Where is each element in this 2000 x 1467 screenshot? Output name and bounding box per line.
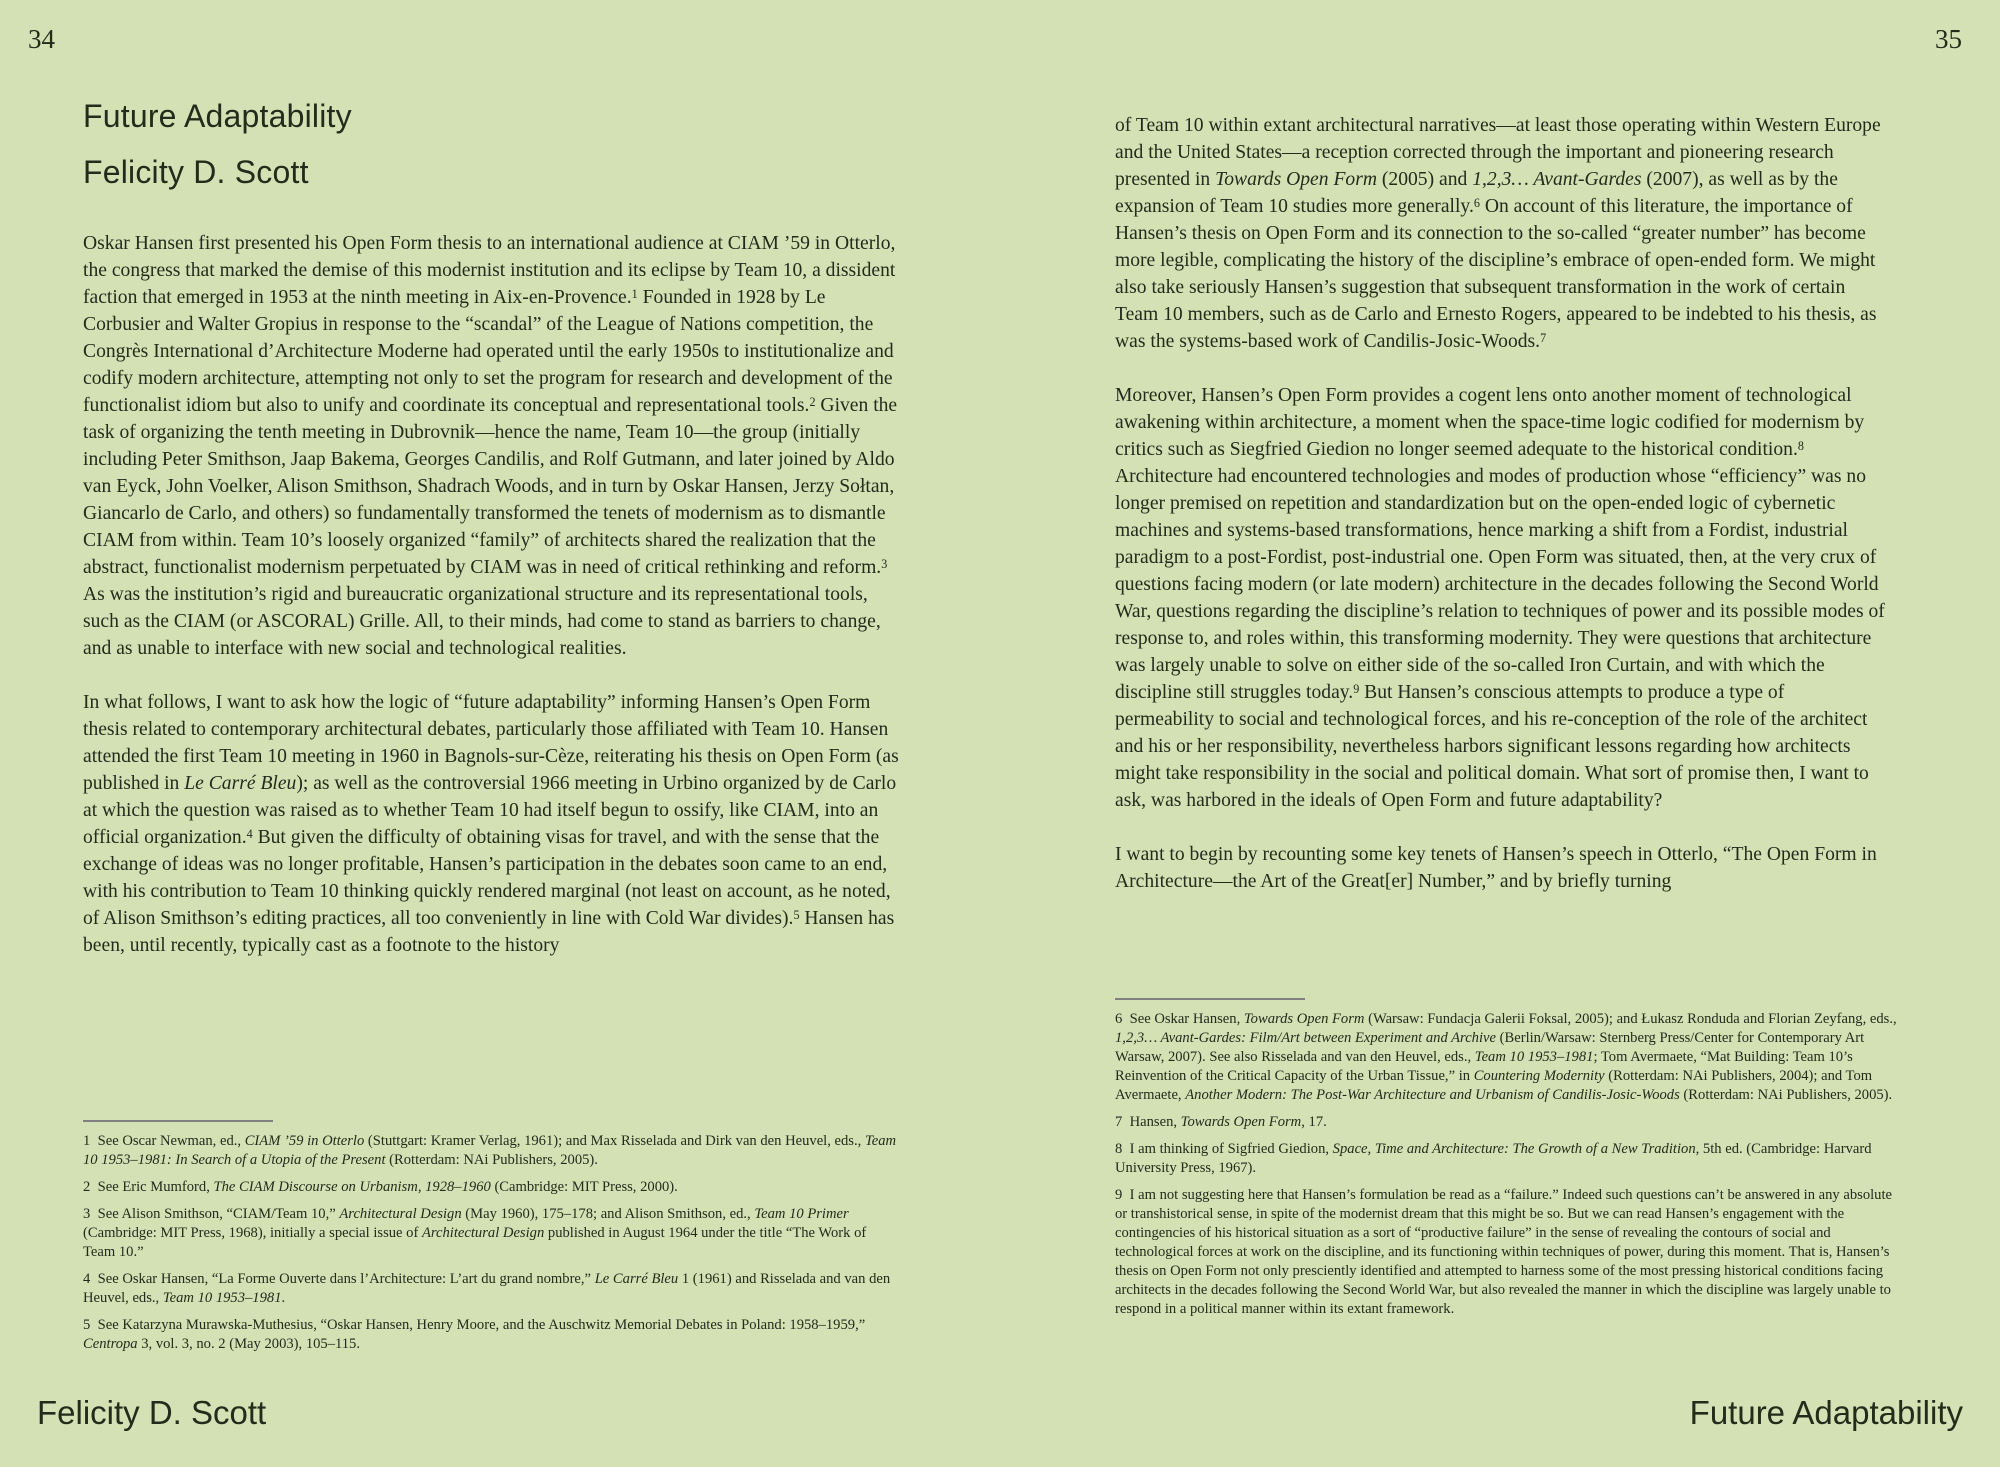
essay-title: Future Adaptability	[83, 98, 352, 134]
body-paragraph: Moreover, Hansen’s Open Form provides a cogent lens onto another moment of technological awakening within architecture, a moment when the space-time logic codified for modernism by critics such as Siegfried Giedion no longer seemed adequate to the historical condition.$^8$ Architecture had encountered technologies and modes of production whose “efficiency” was no longer premised on repetition and standardization but on the open-ended logic of cybernetic machines and systems-based transformations, hence marking a shift from a Fordist, industrial paradigm to a post-Fordist, post-industrial one. Open Form was situated, then, at the very crux of questions facing modern (or late modern) architecture in the decades following the Second World War, questions regarding the discipline’s relation to techniques of power and its possible modes of response to, and roles within, this transforming modernity. They were questions that architecture was largely unable to solve on either side of the so-called Iron Curtain, and with which the discipline still struggles today.$^9$ But Hansen’s conscious attempts to produce a type of permeability to social and technological forces, and his re-conception of the role of the architect and his or her responsibility, nevertheless harbors significant lessons regarding how architects might take responsibility in the social and political domain. What sort of promise then, I want to ask, was harbored in the ideals of Open Form and future adaptability?	[1115, 385, 1885, 811]
page-number-right: 35	[1935, 24, 1962, 54]
body-paragraph: I want to begin by recounting some key tenets of Hansen’s speech in Otterlo, “The Open Form in Architecture—the Art of the Great[er] Number,” and by briefly turning	[1115, 844, 1877, 892]
body-paragraph: of Team 10 within extant architectural narratives—at least those operating within Western Europe and the United States—a reception corrected through the important and pioneering research presented in Towards Open Form (2005) and 1,2,3… Avant-Gardes (2007), as well as by the expansion of Team 10 studies more generally.$^6$ On account of this literature, the importance of Hansen’s thesis on Open Form and its connection to the so-called “greater number” has become more legible, complicating the history of the discipline’s embrace of open-ended form. We might also take seriously Hansen’s suggestion that subsequent transformation in the work of certain Team 10 members, such as de Carlo and Ernesto Rogers, appeared to be indebted to his thesis, as was the systems-based work of Candilis-Josic-Woods.$^7$	[1115, 115, 1881, 352]
footnote: 1 See Oscar Newman, ed., CIAM ’59 in Otterlo (Stuttgart: Kramer Verlag, 1961); and Max Risselada and Dirk van den Heuvel, eds., Team 10 1953–1981: In Search of a Utopia of the Present (Rotterdam: NAi Publishers, 2005).	[83, 1133, 897, 1168]
footnote-rule	[1115, 998, 1305, 1000]
footnote: 5 See Katarzyna Murawska-Muthesius, “Oskar Hansen, Henry Moore, and the Auschwitz Memorial Debates in Poland: 1958–1959,” Centropa 3, vol. 3, no. 2 (May 2003), 105–115.	[83, 1317, 866, 1352]
footnote-rule	[83, 1120, 273, 1122]
body-paragraph: Oskar Hansen first presented his Open Form thesis to an international audience at CIAM ’59 in Otterlo, the congress that marked the demise of this modernist institution and its eclipse by Team 10, a dissident faction that emerged in 1953 at the ninth meeting in Aix-en-Provence.$^1$ Founded in 1928 by Le Corbusier and Walter Gropius in response to the “scandal” of the League of Nations competition, the Congrès International d’Architecture Moderne had operated until the early 1950s to institutionalize and codify modern architecture, attempting not only to set the program for research and development of the functionalist idiom but also to unify and coordinate its conceptual and representational tools.$^2$ Given the task of organizing the tenth meeting in Dubrovnik—hence the name, Team 10—the group (initially including Peter Smithson, Jaap Bakema, Georges Candilis, and Rolf Gutmann, and later joined by Aldo van Eyck, John Voelker, Alison Smithson, Shadrach Woods, and in turn by Oskar Hansen, Jerzy Sołtan, Giancarlo de Carlo, and others) so fundamentally transformed the tenets of modernism as to dismantle CIAM from within. Team 10’s loosely organized “family” of architects shared the realization that the abstract, functionalist modernism perpetuated by CIAM was in need of critical rethinking and reform.$^3$ As was the institution’s rigid and bureaucratic organizational structure and its representational tools, such as the CIAM (or ASCORAL) Grille. All, to their minds, had come to stand as barriers to change, and as unable to interface with new social and technological realities.	[83, 233, 898, 659]
left-page-column	[83, 88, 901, 959]
footnote: 9 I am not suggesting here that Hansen’s formulation be read as a “failure.” Indeed such questions can’t be answered in any absolute or transhistorical sense, in spite of the modernist dream that this might be so. But we can read Hansen’s engagement with the contingencies of his historical situation as a sort of “productive failure” in the sense of revealing the contours of social and technological forces at work on the discipline, and its functioning within techniques of power, during this moment. That is, Hansen’s thesis on Open Form not only presciently identified and attempted to harness some of the most pressing historical conditions facing architects in the decades following the Second World War, but also revealed the manner in which the discipline was largely unable to respond in a political manner within its extant framework.	[1115, 1187, 1893, 1317]
running-footer-author: Felicity D. Scott	[37, 1394, 267, 1431]
footnote: 6 See Oskar Hansen, Towards Open Form (Warsaw: Fundacja Galerii Foksal, 2005); and Łukasz Ronduda and Florian Zeyfang, eds., 1,2,3… Avant-Gardes: Film/Art between Experiment and Archive (Berlin/Warsaw: Sternberg Press/Center for Contemporary Art Warsaw, 2007). See also Risselada and van den Heuvel, eds., Team 10 1953–1981; Tom Avermaete, “Mat Building: Team 10’s Reinvention of the Critical Capacity of the Urban Tissue,” in Countering Modernity (Rotterdam: NAi Publishers, 2004); and Tom Avermaete, Another Modern: The Post-War Architecture and Urbanism of Candilis-Josic-Woods (Rotterdam: NAi Publishers, 2005).	[1115, 1011, 1897, 1103]
footnote: 2 See Eric Mumford, The CIAM Discourse on Urbanism, 1928–1960 (Cambridge: MIT Press, 2000).	[83, 1179, 678, 1195]
footnote: 3 See Alison Smithson, “CIAM/Team 10,” Architectural Design (May 1960), 175–178; and Alison Smithson, ed., Team 10 Primer (Cambridge: MIT Press, 1968), initially a special issue of Architectural Design published in August 1964 under the title “The Work of Team 10.”	[83, 1206, 867, 1260]
left-body-text	[83, 230, 901, 959]
left-footnotes	[83, 1120, 901, 1362]
footnote: 8 I am thinking of Sigfried Giedion, Space, Time and Architecture: The Growth of a New Tradition, 5th ed. (Cambridge: Harvard University Press, 1967).	[1115, 1141, 1872, 1176]
body-paragraph: In what follows, I want to ask how the logic of “future adaptability” informing Hansen’s Open Form thesis related to contemporary architectural debates, particularly those affiliated with Team 10. Hansen attended the first Team 10 meeting in 1960 in Bagnols-sur-Cèze, reiterating his thesis on Open Form (as published in Le Carré Bleu); as well as the controversial 1966 meeting in Urbino organized by de Carlo at which the question was raised as to whether Team 10 had itself begun to ossify, like CIAM, into an official organization.$^4$ But given the difficulty of obtaining visas for travel, and with the sense that the exchange of ideas was no longer profitable, Hansen’s participation in the debates soon came to an end, with his contribution to Team 10 thinking quickly rendered marginal (not least on account, as he noted, of Alison Smithson’s editing practices, all too conveniently in line with Cold War divides).$^5$ Hansen has been, until recently, typically cast as a footnote to the history	[83, 692, 899, 956]
essay-author: Felicity D. Scott	[83, 154, 309, 190]
right-page-column	[1115, 112, 1887, 895]
footnote: 7 Hansen, Towards Open Form, 17.	[1115, 1114, 1327, 1130]
running-footer-title: Future Adaptability	[1689, 1394, 1963, 1431]
footnote: 4 See Oskar Hansen, “La Forme Ouverte dans l’Architecture: L’art du grand nombre,” Le Carré Bleu 1 (1961) and Risselada and van den Heuvel, eds., Team 10 1953–1981.	[83, 1271, 891, 1306]
right-footnotes	[1115, 998, 1907, 1327]
page-number-left: 34	[28, 24, 55, 54]
